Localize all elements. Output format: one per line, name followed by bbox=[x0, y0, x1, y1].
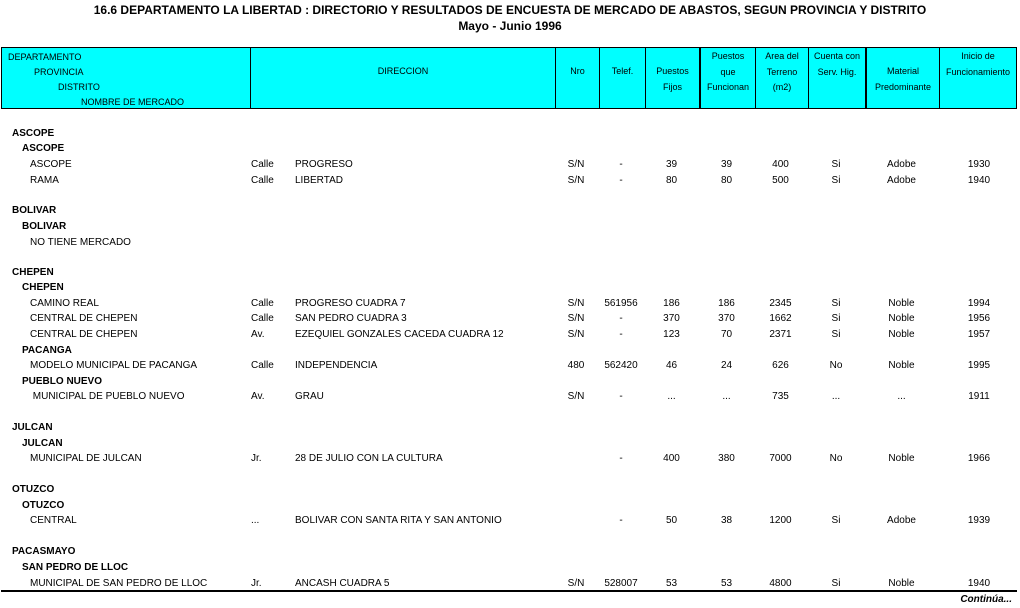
market-name: CENTRAL DE CHEPEN bbox=[30, 329, 138, 340]
cell-ini: 1957 bbox=[967, 329, 991, 340]
cell-area: 4800 bbox=[769, 578, 792, 589]
header-telef-label: Telef. bbox=[611, 66, 634, 76]
bottom-rule bbox=[1, 590, 1017, 592]
province-row bbox=[0, 203, 1020, 218]
cell-dir: SAN PEDRO CUADRA 3 bbox=[295, 313, 407, 324]
cell-via: Calle bbox=[251, 175, 274, 186]
header-provincia: PROVINCIA bbox=[34, 67, 84, 77]
cell-pq: 370 bbox=[718, 313, 735, 324]
cell-mat: Noble bbox=[888, 298, 915, 309]
market-name: MODELO MUNICIPAL DE PACANGA bbox=[30, 360, 198, 371]
cell-via: Calle bbox=[251, 159, 274, 170]
cell-mat: Noble bbox=[888, 578, 915, 589]
header-area-3: (m2) bbox=[772, 82, 792, 92]
market-row bbox=[0, 451, 1020, 466]
market-name: CENTRAL DE CHEPEN bbox=[30, 313, 138, 324]
cell-tel: 561956 bbox=[604, 298, 638, 309]
header-cuenta-2: Serv. Hig. bbox=[817, 66, 857, 77]
district-row bbox=[0, 374, 1020, 389]
province-row bbox=[0, 482, 1020, 497]
cell-dir: LIBERTAD bbox=[295, 175, 343, 186]
cell-mat: Adobe bbox=[887, 515, 916, 526]
province-row bbox=[0, 265, 1020, 280]
header-area bbox=[756, 48, 809, 108]
cell-mat: Adobe bbox=[887, 175, 916, 186]
province-row bbox=[0, 544, 1020, 559]
page-title: 16.6 DEPARTAMENTO LA LIBERTAD : DIRECTORIO Y RESULTADOS DE ENCUESTA DE MERCADO DE ABASTOS, SEGUN PROVINCIA Y DISTRITO bbox=[93, 3, 927, 17]
cell-tel: 528007 bbox=[604, 578, 638, 589]
market-row bbox=[0, 576, 1020, 591]
header-telef bbox=[600, 48, 646, 108]
cell-nro: S/N bbox=[567, 175, 585, 186]
header-material bbox=[867, 48, 940, 108]
header-puestos-funcionan bbox=[701, 48, 756, 108]
page-subtitle: Mayo - Junio 1996 bbox=[458, 19, 562, 33]
cell-pf: ... bbox=[667, 391, 676, 402]
cell-serv: Si bbox=[831, 329, 841, 340]
cell-serv: Si bbox=[831, 298, 841, 309]
header-area-2: Terreno bbox=[766, 66, 798, 77]
district-name: BOLIVAR bbox=[22, 221, 67, 232]
cell-pf: 39 bbox=[665, 159, 678, 170]
cell-mat: Adobe bbox=[887, 159, 916, 170]
province-name: JULCAN bbox=[12, 422, 53, 433]
cell-dir: INDEPENDENCIA bbox=[295, 360, 378, 371]
cell-via: Jr. bbox=[251, 453, 262, 464]
header-cuenta bbox=[809, 48, 867, 108]
cell-via: Av. bbox=[251, 329, 265, 340]
cell-via: Calle bbox=[251, 313, 274, 324]
cell-mat: Noble bbox=[888, 360, 915, 371]
cell-serv: ... bbox=[831, 391, 841, 402]
cell-pq: 53 bbox=[720, 578, 733, 589]
district-row bbox=[0, 141, 1020, 156]
cell-ini: 1994 bbox=[967, 298, 991, 309]
header-pq-3: Funcionan bbox=[706, 82, 750, 92]
market-row bbox=[0, 296, 1020, 311]
cell-serv: Si bbox=[831, 515, 841, 526]
cell-serv: No bbox=[829, 360, 843, 371]
cell-via: Calle bbox=[251, 360, 274, 371]
cell-tel: - bbox=[619, 313, 623, 324]
cell-ini: 1940 bbox=[967, 578, 991, 589]
cell-pf: 50 bbox=[665, 515, 678, 526]
district-row bbox=[0, 280, 1020, 295]
cell-tel: - bbox=[619, 453, 623, 464]
cell-pf: 80 bbox=[665, 175, 678, 186]
cell-serv: Si bbox=[831, 578, 841, 589]
cell-pf: 123 bbox=[663, 329, 680, 340]
cell-area: 500 bbox=[772, 175, 789, 186]
cell-via: Jr. bbox=[251, 578, 262, 589]
cell-pq: 38 bbox=[720, 515, 733, 526]
header-dept bbox=[2, 48, 251, 108]
header-cuenta-1: Cuenta con bbox=[813, 51, 861, 61]
province-name: PACASMAYO bbox=[12, 546, 76, 557]
header-nombre-mercado: NOMBRE DE MERCADO bbox=[81, 97, 185, 107]
market-name: ASCOPE bbox=[30, 159, 72, 170]
market-row bbox=[0, 513, 1020, 528]
cell-ini: 1995 bbox=[967, 360, 991, 371]
market-row bbox=[0, 173, 1020, 188]
cell-area: 400 bbox=[772, 159, 789, 170]
cell-mat: Noble bbox=[888, 453, 915, 464]
market-name: MUNICIPAL DE PUEBLO NUEVO bbox=[30, 391, 185, 402]
cell-area: 1662 bbox=[769, 313, 792, 324]
market-name: CAMINO REAL bbox=[30, 298, 99, 309]
cell-nro: 480 bbox=[567, 360, 585, 371]
province-name: BOLIVAR bbox=[12, 205, 57, 216]
district-name: JULCAN bbox=[22, 438, 63, 449]
header-pq-2: que bbox=[720, 66, 736, 77]
continua-label: Continúa... bbox=[960, 594, 1012, 605]
cell-pf: 46 bbox=[665, 360, 678, 371]
cell-serv: No bbox=[829, 453, 843, 464]
cell-tel: - bbox=[619, 159, 623, 170]
cell-via: ... bbox=[251, 515, 260, 526]
market-name: RAMA bbox=[30, 175, 59, 186]
cell-ini: 1939 bbox=[967, 515, 991, 526]
header-inicio-2: Funcionamiento bbox=[945, 66, 1011, 77]
market-name: MUNICIPAL DE JULCAN bbox=[30, 453, 142, 464]
cell-tel: - bbox=[619, 391, 623, 402]
cell-pq: 39 bbox=[720, 159, 733, 170]
cell-ini: 1940 bbox=[967, 175, 991, 186]
header-inicio bbox=[940, 48, 1016, 108]
header-pq-1: Puestos bbox=[711, 51, 745, 61]
header-nro-label: Nro bbox=[570, 66, 585, 76]
province-name: CHEPEN bbox=[12, 267, 54, 278]
header-direccion bbox=[251, 48, 556, 108]
table-header bbox=[1, 47, 1017, 109]
cell-serv: Si bbox=[831, 175, 841, 186]
district-row bbox=[0, 343, 1020, 358]
cell-pf: 186 bbox=[663, 298, 680, 309]
header-material-1: Material bbox=[886, 66, 919, 76]
district-row bbox=[0, 560, 1020, 575]
cell-dir: EZEQUIEL GONZALES CACEDA CUADRA 12 bbox=[295, 329, 504, 340]
cell-dir: PROGRESO bbox=[295, 159, 353, 170]
cell-nro: S/N bbox=[567, 313, 585, 324]
cell-area: 2345 bbox=[769, 298, 792, 309]
district-name: CHEPEN bbox=[22, 282, 64, 293]
cell-pq: 380 bbox=[718, 453, 735, 464]
province-row bbox=[0, 126, 1020, 141]
cell-nro: S/N bbox=[567, 329, 585, 340]
district-name: OTUZCO bbox=[22, 500, 65, 511]
note-text: NO TIENE MERCADO bbox=[30, 237, 131, 248]
header-pf-2: Fijos bbox=[662, 81, 682, 92]
market-name: CENTRAL bbox=[30, 515, 77, 526]
cell-mat: Noble bbox=[888, 313, 915, 324]
cell-area: 735 bbox=[772, 391, 789, 402]
province-row bbox=[0, 420, 1020, 435]
cell-pq: 70 bbox=[720, 329, 733, 340]
market-row bbox=[0, 358, 1020, 373]
cell-pf: 370 bbox=[663, 313, 680, 324]
cell-pf: 400 bbox=[663, 453, 680, 464]
header-puestos-fijos bbox=[646, 48, 701, 108]
market-row bbox=[0, 389, 1020, 404]
cell-pq: 186 bbox=[718, 298, 735, 309]
district-name: PUEBLO NUEVO bbox=[22, 376, 103, 387]
cell-area: 7000 bbox=[769, 453, 792, 464]
cell-tel: - bbox=[619, 175, 623, 186]
cell-pq: 80 bbox=[720, 175, 733, 186]
header-nro bbox=[556, 48, 600, 108]
header-distrito: DISTRITO bbox=[58, 82, 100, 92]
cell-tel: - bbox=[619, 329, 623, 340]
cell-ini: 1956 bbox=[967, 313, 991, 324]
district-row bbox=[0, 219, 1020, 234]
market-row bbox=[0, 327, 1020, 342]
cell-via: Av. bbox=[251, 391, 265, 402]
cell-dir: 28 DE JULIO CON LA CULTURA bbox=[295, 453, 443, 464]
cell-ini: 1930 bbox=[967, 159, 991, 170]
cell-nro: S/N bbox=[567, 391, 585, 402]
cell-ini: 1911 bbox=[968, 391, 990, 402]
cell-area: 1200 bbox=[769, 515, 792, 526]
cell-dir: ANCASH CUADRA 5 bbox=[295, 578, 390, 589]
header-pf-1: Puestos bbox=[656, 66, 689, 76]
cell-area: 626 bbox=[772, 360, 789, 371]
cell-pq: 24 bbox=[720, 360, 733, 371]
district-row bbox=[0, 436, 1020, 451]
header-inicio-1: Inicio de bbox=[961, 51, 995, 61]
district-name: SAN PEDRO DE LLOC bbox=[22, 562, 129, 573]
note-row bbox=[0, 235, 1020, 250]
cell-tel: - bbox=[619, 515, 623, 526]
header-material-2: Predominante bbox=[874, 81, 932, 92]
province-name: ASCOPE bbox=[12, 128, 55, 139]
province-name: OTUZCO bbox=[12, 484, 55, 495]
cell-pq: ... bbox=[722, 391, 731, 402]
cell-dir: PROGRESO CUADRA 7 bbox=[295, 298, 406, 309]
header-direccion-label: DIRECCION bbox=[377, 66, 429, 76]
cell-tel: 562420 bbox=[604, 360, 638, 371]
cell-ini: 1966 bbox=[967, 453, 991, 464]
cell-nro: S/N bbox=[567, 159, 585, 170]
header-area-1: Area del bbox=[765, 51, 799, 61]
cell-via: Calle bbox=[251, 298, 274, 309]
cell-dir: GRAU bbox=[295, 391, 324, 402]
cell-mat: ... bbox=[897, 391, 906, 402]
header-departamento: DEPARTAMENTO bbox=[8, 52, 82, 62]
cell-nro: S/N bbox=[567, 298, 585, 309]
district-row bbox=[0, 498, 1020, 513]
district-name: ASCOPE bbox=[22, 143, 65, 154]
cell-area: 2371 bbox=[769, 329, 792, 340]
market-row bbox=[0, 157, 1020, 172]
district-name: PACANGA bbox=[22, 345, 72, 356]
market-row bbox=[0, 311, 1020, 326]
cell-nro: S/N bbox=[567, 578, 585, 589]
cell-pf: 53 bbox=[665, 578, 678, 589]
cell-serv: Si bbox=[831, 313, 841, 324]
cell-serv: Si bbox=[831, 159, 841, 170]
cell-dir: BOLIVAR CON SANTA RITA Y SAN ANTONIO bbox=[295, 515, 502, 526]
market-name: MUNICIPAL DE SAN PEDRO DE LLOC bbox=[30, 578, 208, 589]
cell-mat: Noble bbox=[888, 329, 915, 340]
